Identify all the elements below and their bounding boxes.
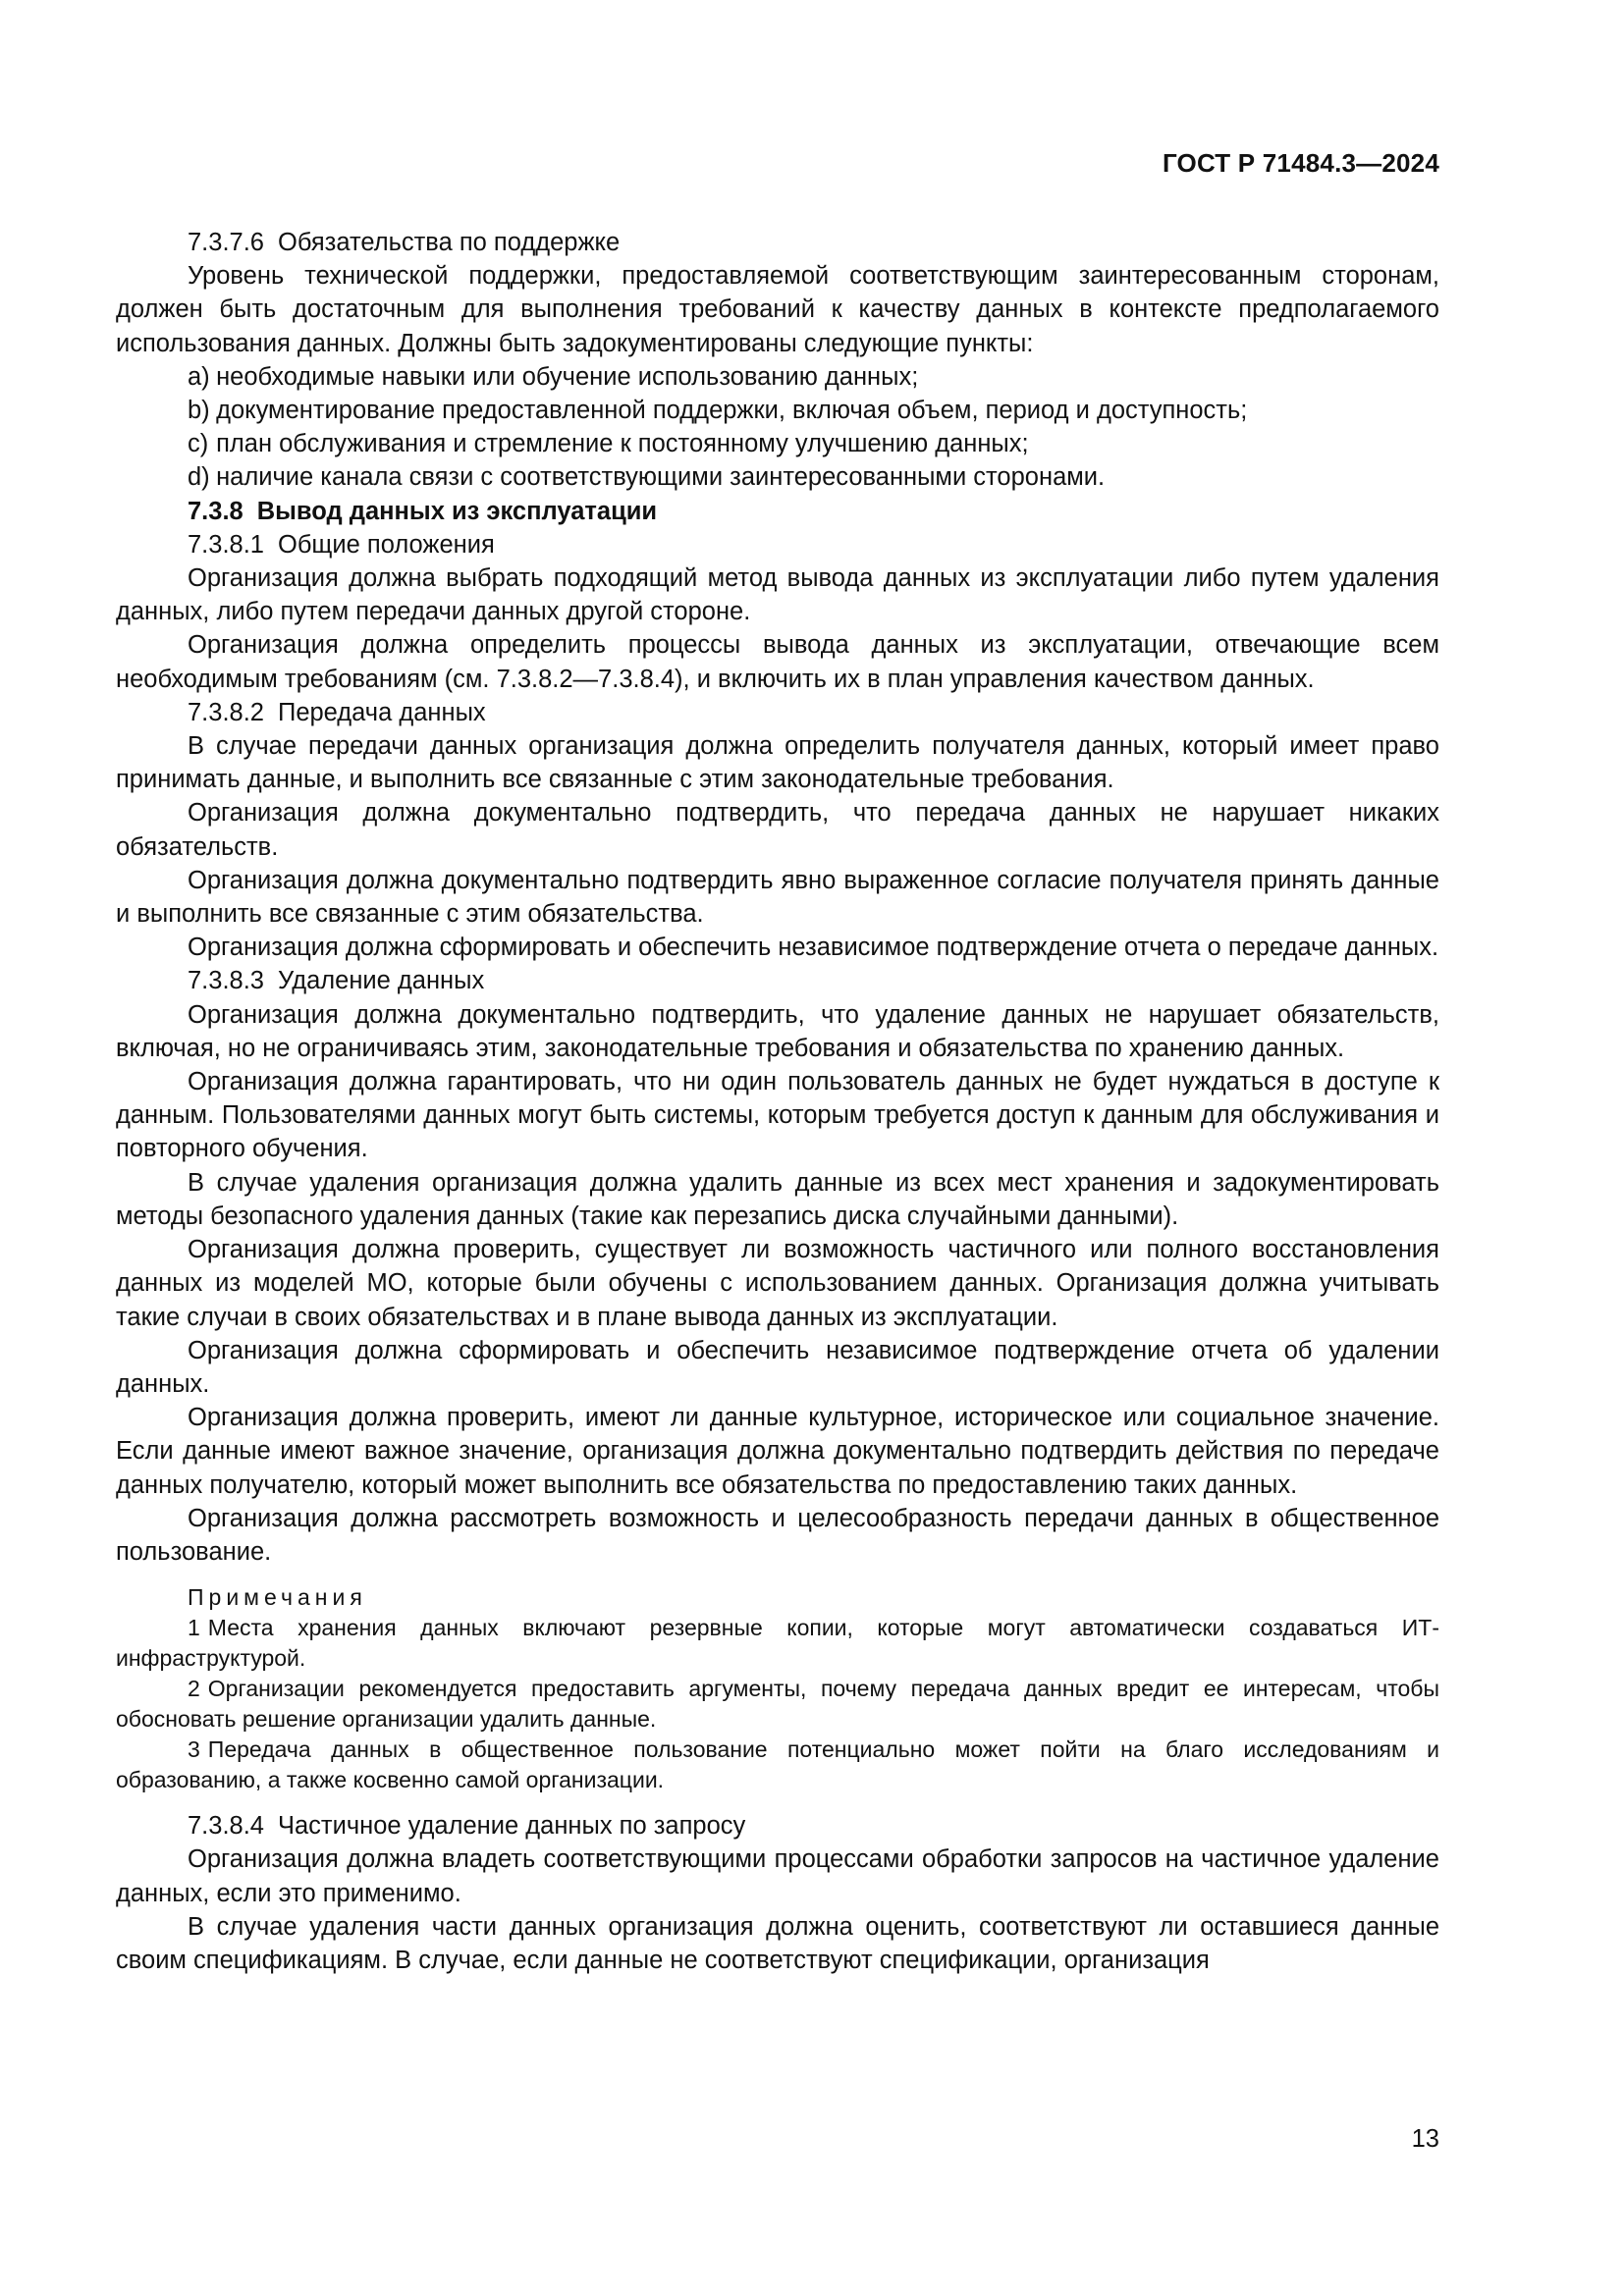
section-heading-7384 bbox=[116, 1809, 1439, 1842]
list-item bbox=[116, 394, 1439, 427]
notes-block bbox=[116, 1582, 1439, 1795]
paragraph: Организация должна гарантировать, что ни один пользователь данных не будет нуждаться в доступе к данным. Пользователями данных могут быть системы, которым требуется доступ к данным для обслуживания и повторного обучения. bbox=[116, 1068, 1439, 1163]
list-item-text: необходимые навыки или обучение использованию данных; bbox=[216, 362, 919, 391]
paragraph: Организация должна проверить, существует ли возможность частичного или полного восстановления данных из моделей МО, которые были обучены с использованием данных. Организация должна учитывать такие случаи в своих обязательствах и в плане вывода данных из эксплуатации. bbox=[116, 1236, 1439, 1331]
paragraph: Организация должна документально подтвердить, что передача данных не нарушает никаких обязательств. bbox=[116, 799, 1439, 861]
list-item bbox=[116, 460, 1439, 494]
note-number: 3 bbox=[188, 1736, 200, 1763]
section-title: Частичное удаление данных по запросу bbox=[277, 1812, 746, 1841]
note-number: 2 bbox=[188, 1676, 200, 1702]
list-item bbox=[116, 360, 1439, 394]
section-number: 7.3.7.6 bbox=[188, 229, 264, 256]
paragraph: Организация должна владеть соответствующими процессами обработки запросов на частичное удаление данных, если это применимо. bbox=[116, 1845, 1439, 1907]
note-text: Передача данных в общественное пользование потенциально может пойти на благо исследованиям и образованию, а также косвенно самой организации. bbox=[116, 1736, 1439, 1793]
paragraph: Организация должна сформировать и обеспечить независимое подтверждение отчета об удалении данных. bbox=[116, 1336, 1439, 1398]
section-title: Вывод данных из эксплуатации bbox=[256, 497, 658, 525]
section-heading-7376 bbox=[116, 226, 1439, 259]
section-number: 7.3.8.2 bbox=[188, 698, 264, 726]
note-number: 1 bbox=[188, 1615, 200, 1641]
paragraph: Организация должна рассмотреть возможность и целесообразность передачи данных в общественное пользование. bbox=[116, 1504, 1439, 1566]
section-title: Общие положения bbox=[277, 530, 495, 559]
section-heading-7383 bbox=[116, 964, 1439, 997]
list-item-text: наличие канала связи с соответствующими заинтересованными сторонами. bbox=[216, 463, 1106, 492]
section-7384 bbox=[116, 1809, 1439, 1977]
list-item-text: документирование предоставленной поддержки, включая объем, период и доступность; bbox=[216, 397, 1248, 425]
section-number: 7.3.8.3 bbox=[188, 967, 264, 995]
note-item bbox=[116, 1735, 1439, 1795]
note-item bbox=[116, 1674, 1439, 1735]
section-heading-7382 bbox=[116, 696, 1439, 729]
paragraph: В случае удаления организация должна удалить данные из всех мест хранения и задокументировать методы безопасного удаления данных (такие как перезапись диска случайными данными). bbox=[116, 1168, 1439, 1230]
list-marker: b) bbox=[188, 397, 210, 425]
section-number: 7.3.8.1 bbox=[188, 530, 264, 559]
section-heading-738 bbox=[116, 495, 1439, 528]
paragraph: Уровень технической поддержки, предоставляемой соответствующим заинтересованным сторонам, должен быть достаточным для выполнения требований к качеству данных в контексте предполагаемого использования данных. Должны быть задокументированы следующие пункты: bbox=[116, 262, 1439, 357]
paragraph: В случае передачи данных организация должна определить получателя данных, который имеет право принимать данные, и выполнить все связанные с этим законодательные требования. bbox=[116, 732, 1439, 794]
section-number: 7.3.8.4 bbox=[188, 1812, 264, 1841]
notes-title: Примечания bbox=[188, 1584, 367, 1611]
paragraph: Организация должна документально подтвердить явно выраженное согласие получателя принять данные и выполнить все связанные с этим обязательства. bbox=[116, 866, 1439, 929]
page-number: 13 bbox=[1411, 2125, 1439, 2153]
note-item bbox=[116, 1613, 1439, 1674]
list-marker: a) bbox=[188, 362, 210, 391]
paragraph: Организация должна определить процессы вывода данных из эксплуатации, отвечающие всем необходимым требованиям (см. 7.3.8.2—7.3.8.4), и включить их в план управления качеством данных. bbox=[116, 631, 1439, 693]
section-title: Передача данных bbox=[277, 698, 486, 726]
list-item bbox=[116, 427, 1439, 460]
document-code: ГОСТ Р 71484.3—2024 bbox=[1162, 148, 1439, 178]
list-marker: d) bbox=[188, 463, 210, 492]
note-text: Места хранения данных включают резервные копии, которые могут автоматически создаваться ИТ-инфраструктурой. bbox=[116, 1615, 1439, 1672]
section-number: 7.3.8 bbox=[188, 497, 244, 525]
note-text: Организации рекомендуется предоставить аргументы, почему передача данных вредит ее интересам, чтобы обосновать решение организации удалить данные. bbox=[116, 1676, 1439, 1733]
section-title: Обязательства по поддержке bbox=[277, 229, 621, 256]
paragraph: Организация должна документально подтвердить, что удаление данных не нарушает обязательств, включая, но не ограничиваясь этим, законодательные требования и обязательства по хранению данных. bbox=[116, 1000, 1439, 1062]
paragraph: Организация должна сформировать и обеспечить независимое подтверждение отчета о передаче данных. bbox=[188, 934, 1439, 962]
paragraph: В случае удаления части данных организация должна оценить, соответствуют ли оставшиеся данные своим спецификациям. В случае, если данные не соответствуют спецификации, организация bbox=[116, 1912, 1439, 1974]
paragraph: Организация должна выбрать подходящий метод вывода данных из эксплуатации либо путем удаления данных, либо путем передачи данных другой стороне. bbox=[116, 564, 1439, 626]
document-body bbox=[116, 226, 1439, 1977]
section-title: Удаление данных bbox=[277, 967, 485, 995]
list-item-text: план обслуживания и стремление к постоянному улучшению данных; bbox=[216, 430, 1029, 458]
section-heading-7381 bbox=[116, 528, 1439, 561]
paragraph: Организация должна проверить, имеют ли данные культурное, историческое или социальное значение. Если данные имеют важное значение, организация должна документально подтвердить действия по передаче данных получателю, который может выполнить все обязательства по предоставлению таких данных. bbox=[116, 1404, 1439, 1499]
list-marker: c) bbox=[188, 430, 209, 458]
